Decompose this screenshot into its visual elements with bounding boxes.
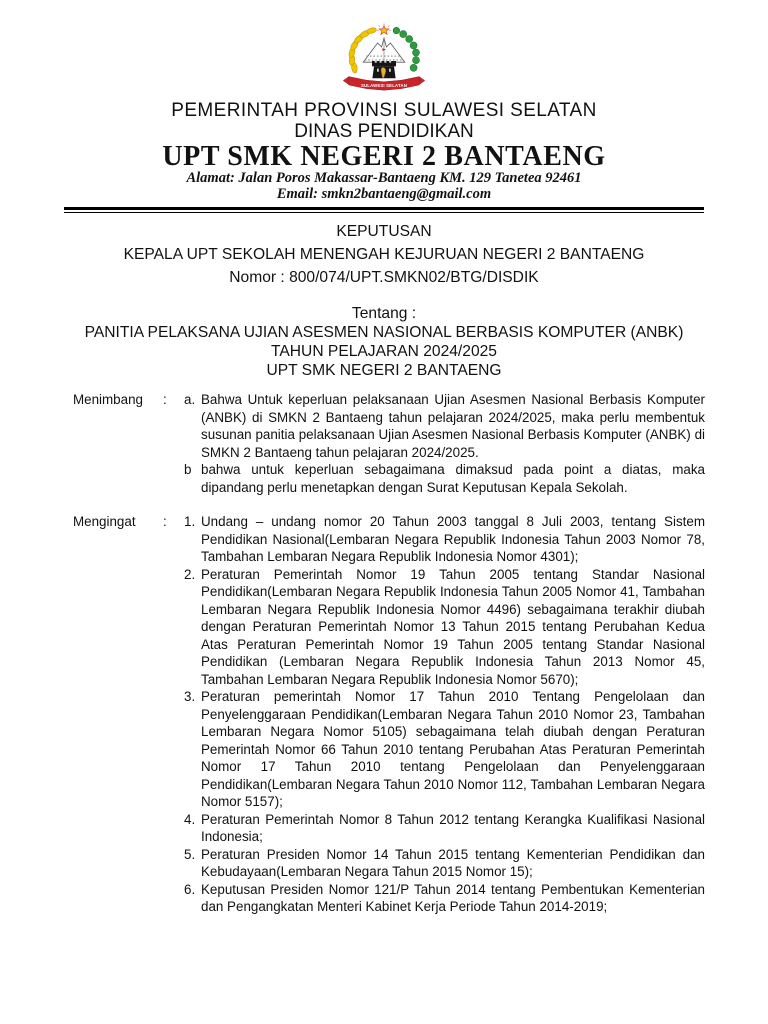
item-marker: a. [184, 392, 196, 408]
item-marker: 6. [184, 881, 196, 897]
mengingat-label: Mengingat [73, 514, 136, 530]
item-text: Peraturan pemerintah Nomor 17 Tahun 2010 Tentang Pengelolaan dan Penyelenggaraan Pendidikan(Lembaran Negara Tahun 2010 Nomor 23, Tambahan Lembaran Negara Nomor 5105) sebagaimana telah diubah dengan Peraturan Pemerintah Nomor 66 Tahun 2010 tentang Perubahan Atas Peraturan Pemerintah Nomor 17 Tahun 2010 tentang Pengelolaan dan Penyelenggaraan Pendidikan(Lembaran Negara Tahun 2010 Nomor 112, Tambahan Lembaran Negara Nomor 5157); [201, 689, 705, 810]
subject-line2: TAHUN PELAJARAN 2024/2025 [271, 343, 497, 361]
list-item [184, 513, 705, 566]
logo-banner-text: SULAWESI SELATAN [360, 83, 408, 89]
decision-number: Nomor : 800/074/UPT.SMKN02/BTG/DISDIK [229, 269, 539, 287]
list-item [184, 688, 705, 811]
divider-thick-line [64, 207, 704, 210]
about-label: Tentang : [351, 305, 417, 323]
letterhead-divider [64, 207, 704, 213]
item-text: Peraturan Pemerintah Nomor 19 Tahun 2005 tentang Standar Nasional Pendidikan(Lembaran Negara Republik Indonesia Tahun 2005 Nomor 41, Tambahan Lembaran Negara Republik Indonesia Nomor 4496) sebagaimana terakhir diubah dengan Peraturan Pemerintah Nomor 13 Tahun 2015 tentang Perubahan Kedua Atas Peraturan Pemerintah Nomor 19 Tahun 2005 tentang Standar Nasional Pendidikan (Lembaran Negara Republik Indonesia Tahun 2013 Nomor 45, Tambahan Lembaran Negara Republik Indonesia Nomor 5670); [201, 566, 705, 687]
subject-line3: UPT SMK NEGERI 2 BANTAENG [266, 362, 502, 380]
menimbang-label: Menimbang [73, 392, 143, 408]
list-item [184, 391, 705, 461]
item-marker: 4. [184, 811, 196, 827]
letterhead [0, 0, 768, 202]
item-marker: 2. [184, 566, 196, 582]
clause-menimbang [73, 391, 705, 496]
government-title: PEMERINTAH PROVINSI SULAWESI SELATAN [171, 100, 597, 121]
school-email: Email: smkn2bantaeng@gmail.com [276, 185, 492, 202]
item-text: bahwa untuk keperluan sebagaimana dimaksud pada point a diatas, maka dipandang perlu menetapkan dengan Surat Keputusan Kepala Sekolah. [201, 462, 705, 495]
decision-subject [0, 304, 768, 380]
department-title: DINAS PENDIDIKAN [294, 121, 474, 142]
list-item [184, 566, 705, 689]
item-marker: 3. [184, 689, 196, 705]
list-item [184, 846, 705, 881]
mengingat-items [184, 513, 705, 916]
menimbang-items [184, 391, 705, 496]
item-text: Keputusan Presiden Nomor 121/P Tahun 2014 tentang Pembentukan Kementerian dan Pengangkatan Menteri Kabinet Kerja Periode Tahun 2014-2019; [201, 881, 705, 915]
item-text: Bahwa Untuk keperluan pelaksanaan Ujian Asesmen Nasional Berbasis Komputer (ANBK) di SMKN 2 Bantaeng tahun pelajaran 2024/2025, maka perlu membentuk susunan panitia pelaksanaan Ujian Asesmen Nasional Berbasis Komputer (ANBK) di SMKN 2 Bantaeng tahun pelajaran 2024/2025. [201, 392, 705, 460]
decision-title: KEPUTUSAN [336, 223, 432, 241]
item-text: Undang – undang nomor 20 Tahun 2003 tanggal 8 Juli 2003, tentang Sistem Pendidikan Nasional(Lembaran Negara Republik Indonesia Tahun 2003 Nomor 78, Tambahan Lembaran Negara Republik Indonesia Nomor 4301); [201, 514, 705, 565]
decision-heading [0, 220, 768, 380]
item-marker: b [184, 462, 192, 478]
mengingat-colon: : [163, 514, 167, 530]
clauses [73, 391, 705, 916]
item-marker: 1. [184, 514, 196, 530]
list-item [184, 461, 705, 496]
item-text: Peraturan Pemerintah Nomor 8 Tahun 2012 tentang Kerangka Kualifikasi Nasional Indonesia; [201, 811, 705, 845]
provincial-emblem-icon [336, 22, 432, 96]
decision-issuer: KEPALA UPT SEKOLAH MENENGAH KEJURUAN NEGERI 2 BANTAENG [123, 246, 645, 264]
item-marker: 5. [184, 846, 196, 862]
school-address: Alamat: Jalan Poros Makassar-Bantaeng KM. 129 Tanetea 92461 [186, 170, 582, 186]
school-name: UPT SMK NEGERI 2 BANTAENG [162, 141, 606, 172]
menimbang-colon: : [163, 392, 167, 408]
list-item [184, 811, 705, 846]
item-text: Peraturan Presiden Nomor 14 Tahun 2015 tentang Kementerian Pendidikan dan Kebudayaan(Lembaran Negara Tahun 2015 Nomor 15); [201, 846, 705, 880]
divider-thin-line [64, 212, 704, 213]
clause-mengingat [73, 513, 705, 916]
sulawesi-selatan-emblem-logo [0, 22, 768, 96]
subject-line1: PANITIA PELAKSANA UJIAN ASESMEN NASIONAL BERBASIS KOMPUTER (ANBK) [84, 324, 684, 342]
list-item [184, 881, 705, 916]
